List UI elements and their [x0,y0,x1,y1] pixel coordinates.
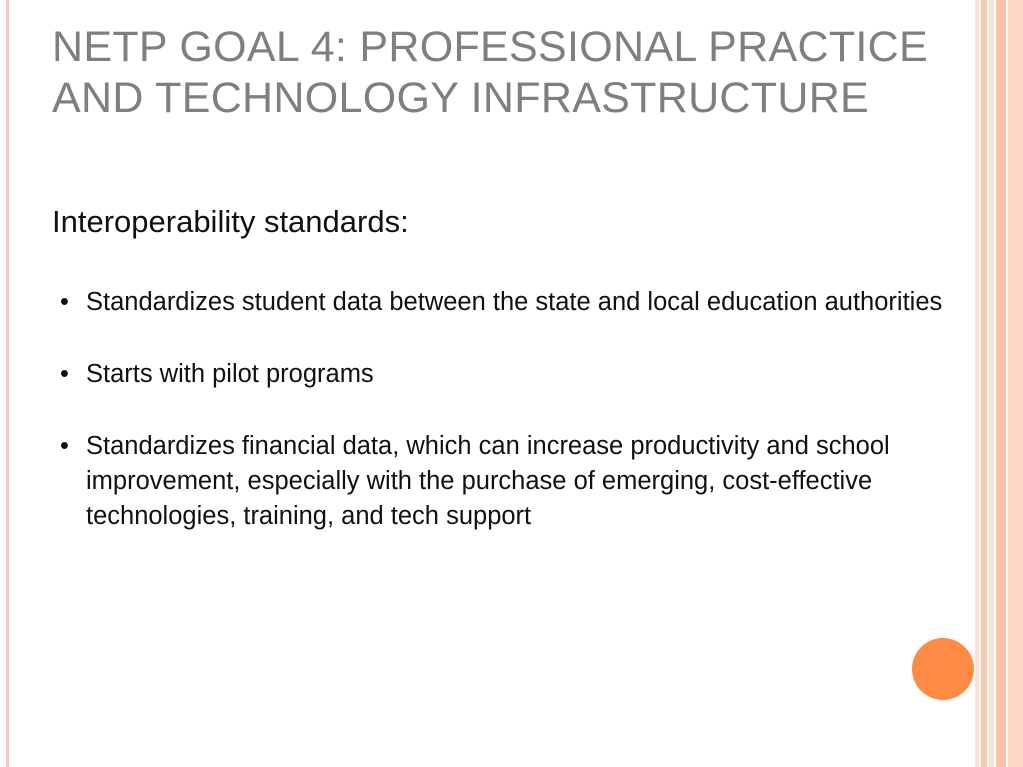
slide-title: NETP GOAL 4: PROFESSIONAL PRACTICE AND TECHNOLOGY INFRASTRUCTURE [52,23,928,122]
bullet-point-icon: • [60,360,69,388]
orange-circle-icon [912,638,974,700]
bullet-point-icon: • [60,432,69,460]
bullet-item [60,429,975,534]
slide-subtitle: Interoperability standards: [52,204,409,239]
decorative-stripe [981,0,987,767]
bullet-point-icon: • [60,288,69,316]
bullet-list [60,285,975,571]
decorative-stripe [975,0,979,767]
left-border-line [6,0,9,767]
bullet-text: Standardizes student data between the state and local education authorities [86,288,943,316]
bullet-item [60,357,975,392]
bullet-text: Starts with pilot programs [86,360,374,388]
bullet-text: Standardizes financial data, which can increase productivity and school improvement, especially with the purchase of emerging, cost-effective technologies, training, and tech support [86,432,890,530]
bullet-item [60,285,975,320]
decorative-stripe [1008,0,1023,767]
decorative-stripe [989,0,994,767]
decorative-stripe [996,0,1006,767]
